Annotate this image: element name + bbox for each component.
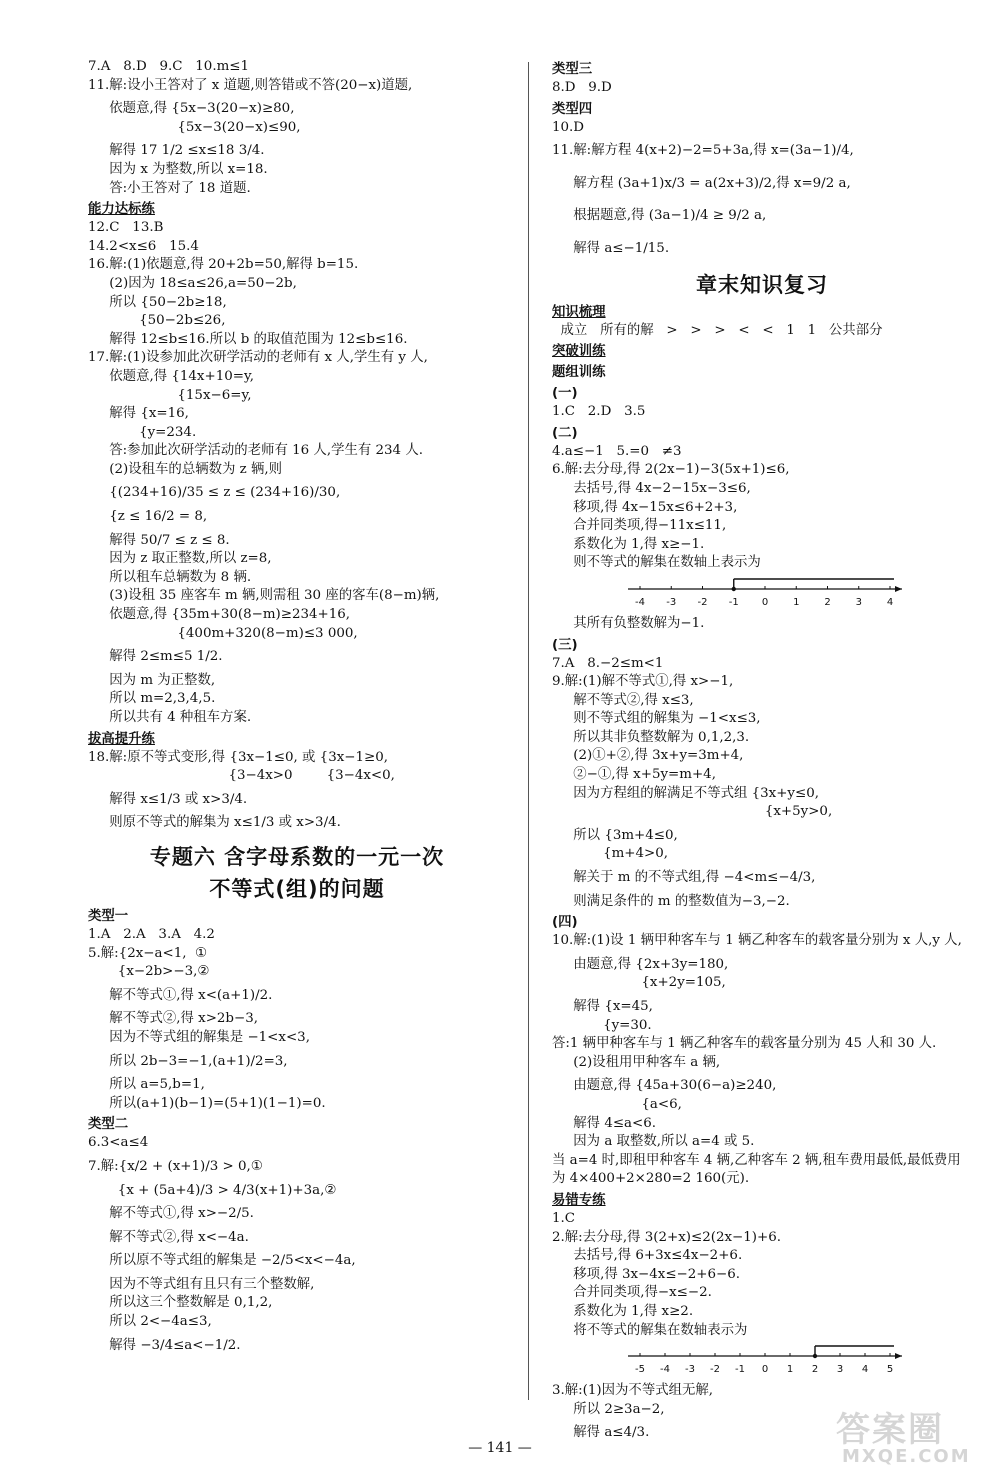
solution-point — [732, 587, 736, 591]
text-line: 因为方程组的解满足不等式组 {3x+y≤0, — [552, 785, 819, 801]
text-line: (2)设租用甲种客车 a 辆, — [552, 1054, 721, 1070]
number-line-svg — [628, 1344, 908, 1378]
group-label-1: (一) — [552, 386, 578, 402]
left-block-4 — [88, 926, 506, 1113]
text-line: {400m+320(8−m)≤3 000, — [88, 625, 358, 641]
text-line: 去括号,得 4x−2−15x−3≤6, — [552, 480, 751, 496]
text-line: 当 a=4 时,即租甲种客车 4 辆,乙种客车 2 辆,租车费用最低,最低费用为 4×400+2×280=2 160(元). — [552, 1152, 961, 1187]
group-label-3: (三) — [552, 637, 578, 653]
section-heading-tizu: 题组训练 — [552, 365, 606, 381]
text-line: 1.C — [552, 1210, 576, 1226]
left-block-3 — [88, 749, 506, 833]
section-heading-type3: 类型三 — [552, 62, 593, 77]
tick-label: -1 — [728, 596, 739, 608]
text-line: 解得 17 1/2 ≤x≤18 3/4. — [88, 143, 265, 159]
text-line: {y=30. — [552, 1017, 652, 1033]
text-line: 7.A 8.D 9.C 10.m≤1 — [88, 59, 250, 74]
text-line: 依题意,得 {14x+10=y, — [88, 368, 254, 384]
tick-label: 0 — [761, 596, 769, 608]
text-line: 去括号,得 6+3x≤4x−2+6. — [552, 1248, 743, 1264]
right-column — [552, 58, 972, 1443]
text-line: 所以原不等式组的解集是 −2/5<x<−4a, — [88, 1253, 356, 1269]
section-heading-zhishi: 知识梳理 — [552, 304, 606, 320]
text-line: {x−2b>−3,② — [88, 964, 210, 980]
axis-arrow — [895, 586, 902, 592]
text-line: {(234+16)/35 ≤ z ≤ (234+16)/30, — [88, 485, 341, 501]
text-line: 解得 x≤1/3 或 x>3/4. — [88, 791, 248, 807]
text-line: 解得 {x=16, — [88, 406, 189, 422]
text-line: 因为 z 取正整数,所以 z=8, — [88, 551, 272, 567]
text-line: 解得 12≤b≤16.所以 b 的取值范围为 12≤b≤16. — [88, 331, 408, 347]
text-line: 4.a≤−1 5.=0 ≠3 — [552, 443, 682, 459]
text-line: 12.C 13.B — [88, 220, 164, 236]
text-line: (2)设租车的总辆数为 z 辆,则 — [88, 461, 282, 477]
tick-label: 5 — [886, 1364, 894, 1376]
text-line: 则满足条件的 m 的整数值为−3,−2. — [552, 893, 790, 909]
text-line: 因为不等式组有且只有三个整数解, — [88, 1276, 315, 1292]
text-line: 解得 {x=45, — [552, 999, 653, 1014]
text-line: (2)因为 18≤a≤26,a=50−2b, — [88, 275, 297, 291]
text-line: 解不等式②,得 x≤3, — [552, 692, 694, 708]
right-block-2 — [552, 443, 972, 573]
text-line: ②−①,得 x+5y=m+4, — [552, 767, 716, 783]
tick-label: 4 — [861, 1364, 869, 1376]
text-line: 8.D 9.D — [552, 80, 612, 95]
left-column — [88, 58, 506, 1355]
left-block-2 — [88, 219, 506, 727]
text-line: 答:参加此次研学活动的老师有 16 人,学生有 234 人. — [88, 443, 423, 459]
tick-label: -5 — [635, 1364, 645, 1376]
review-title: 章末知识复习 — [696, 272, 828, 297]
right-block-1 — [552, 119, 972, 259]
right-block-3 — [552, 655, 972, 912]
text-line: {a<6, — [552, 1096, 682, 1112]
text-line: 11.解:设小王答对了 x 道题,则答错或不答(20−x)道题, — [88, 77, 413, 93]
text-line: 解得 50/7 ≤ z ≤ 8. — [88, 532, 230, 548]
text-line: 7.A 8.−2≤m<1 — [552, 655, 664, 671]
text-line: 6.解:去分母,得 2(2x−1)−3(5x+1)≤6, — [552, 462, 790, 478]
text-line: 解不等式①,得 x<(a+1)/2. — [88, 987, 273, 1003]
tick-label: -3 — [685, 1364, 695, 1376]
text-line: 解不等式②,得 x>2b−3, — [88, 1011, 258, 1027]
group-label-4: (四) — [552, 915, 578, 931]
text-line: 合并同类项,得−x≤−2. — [552, 1285, 712, 1301]
watermark-text: 答案圈 — [836, 1410, 944, 1450]
section-heading-yicuo: 易错专练 — [552, 1192, 606, 1208]
tick-label: -4 — [635, 596, 645, 608]
tick-label: 1 — [786, 1364, 794, 1376]
text-line: 由题意,得 {45a+30(6−a)≥240, — [552, 1078, 777, 1094]
right-block-4 — [552, 932, 972, 1189]
text-line: 解不等式①,得 x>−2/5. — [88, 1206, 254, 1222]
tick-label: -2 — [710, 1364, 720, 1376]
chapter-title-line2: 不等式(组)的问题 — [209, 876, 385, 901]
text-line: 移项,得 4x−15x≤6+2+3, — [552, 499, 738, 515]
text-line: 则不等式组的解集为 −1<x≤3, — [552, 711, 761, 727]
text-line: 10.D — [552, 119, 585, 135]
text-line: {x+2y=105, — [552, 975, 726, 991]
tick-label: 3 — [836, 1364, 844, 1376]
column-divider — [528, 62, 529, 1400]
text-line: 16.解:(1)依题意,得 20+2b=50,解得 b=15. — [88, 257, 359, 273]
text-line: 系数化为 1,得 x≥2. — [552, 1303, 694, 1319]
text-line: {x+5y>0, — [552, 804, 833, 820]
tick-label: 2 — [811, 1364, 819, 1376]
text-line: 依题意,得 {35m+30(8−m)≥234+16, — [88, 607, 351, 623]
text-line: 所以共有 4 种租车方案. — [88, 710, 252, 725]
text-line: 解得 −3/4≤a<−1/2. — [88, 1337, 241, 1353]
section-heading-tupo: 突破训练 — [552, 344, 606, 360]
knowledge-line: 成立 所有的解 > > > < < 1 1 公共部分 — [552, 322, 883, 338]
text-line: 因为不等式组的解集是 −1<x<3, — [88, 1029, 310, 1045]
text-line: {3−4x>0 {3−4x<0, — [88, 768, 395, 784]
section-heading-type2: 类型二 — [88, 1117, 129, 1133]
text-line: 依题意,得 {5x−3(20−x)≥80, — [88, 101, 295, 117]
text-line: 所以 a=5,b=1, — [88, 1077, 205, 1093]
left-block-1 — [88, 58, 506, 198]
watermark-url: MXQE.COM — [842, 1446, 971, 1467]
text-line: 5.解:{2x−a<1, ① — [88, 945, 207, 961]
solution-point — [813, 1354, 817, 1358]
text-line: 解得 2≤m≤5 1/2. — [88, 649, 223, 665]
tick-label: 4 — [886, 596, 894, 608]
text-line: 因为 a 取整数,所以 a=4 或 5. — [552, 1134, 755, 1150]
text-line: 所以 m=2,3,4,5. — [88, 691, 216, 707]
section-heading-nengli: 能力达标练 — [88, 202, 155, 218]
axis-arrow — [895, 1353, 902, 1359]
text-line: 则不等式的解集在数轴上表示为 — [552, 555, 761, 571]
text-line: 17.解:(1)设参加此次研学活动的老师有 x 人,学生有 y 人, — [88, 350, 428, 366]
text-line: 将不等式的解集在数轴表示为 — [552, 1322, 748, 1338]
tick-label: 3 — [855, 596, 862, 608]
tick-label: 2 — [824, 596, 831, 608]
page-number: — 141 — — [468, 1440, 532, 1456]
chapter-title-line1: 专题六 含字母系数的一元一次 — [149, 844, 445, 869]
text-line: 14.2<x≤6 15.4 — [88, 238, 199, 254]
text-line: {15x−6=y, — [88, 387, 252, 403]
text-line: 解得 a≤4/3. — [552, 1425, 650, 1441]
text-line: 所以 {50−2b≥18, — [88, 294, 227, 310]
text-line: 则原不等式的解集为 x≤1/3 或 x>3/4. — [88, 815, 341, 831]
number-line-2 — [628, 1344, 972, 1378]
text-line: 所以其非负整数解为 0,1,2,3. — [552, 729, 750, 745]
text-line: 18.解:原不等式变形,得 {3x−1≤0, 或 {3x−1≥0, — [88, 749, 389, 765]
text-line: 系数化为 1,得 x≥−1. — [552, 536, 705, 552]
text-line: 解不等式②,得 x<−4a. — [88, 1229, 249, 1245]
text-line: 解关于 m 的不等式组,得 −4<m≤−4/3, — [552, 870, 816, 886]
text-line: {z ≤ 16/2 = 8, — [88, 509, 208, 525]
text-line: 9.解:(1)解不等式①,得 x>−1, — [552, 674, 734, 690]
text-line: 合并同类项,得−11x≤11, — [552, 518, 727, 534]
tick-label: 1 — [793, 596, 800, 608]
text-line: (3)设租 35 座客车 m 辆,则需租 30 座的客车(8−m)辆, — [88, 588, 440, 604]
text-line: 3.解:(1)因为不等式组无解, — [552, 1383, 714, 1399]
text-line: 10.解:(1)设 1 辆甲种客车与 1 辆乙种客车的载客量分别为 x 人,y 人, — [552, 933, 962, 949]
text-line: 2.解:去分母,得 3(2+x)≤2(2x−1)+6. — [552, 1229, 782, 1245]
text-line: 因为 x 为整数,所以 x=18. — [88, 161, 268, 177]
text-line: 根据题意,得 (3a−1)/4 ≥ 9/2 a, — [552, 208, 767, 224]
section-heading-tigao: 拔高提升练 — [88, 731, 155, 747]
right-block-5 — [552, 1210, 972, 1340]
watermark-logo — [836, 1402, 986, 1472]
text-line: 11.解:解方程 4(x+2)−2=5+3a,得 x=(3a−1)/4, — [552, 143, 854, 159]
section-heading-type1: 类型一 — [88, 908, 129, 924]
left-block-5 — [88, 1134, 506, 1355]
tick-label: -3 — [666, 596, 677, 608]
text-line: {m+4>0, — [552, 846, 669, 862]
group-label-2: (二) — [552, 425, 578, 441]
number-line-svg — [628, 577, 908, 611]
text-line: 答:1 辆甲种客车与 1 辆乙种客车的载客量分别为 45 人和 30 人. — [552, 1036, 937, 1052]
text-line: 其所有负整数解为−1. — [552, 615, 705, 631]
number-line-1 — [628, 577, 972, 611]
text-line: 因为 m 为正整数, — [88, 672, 216, 688]
text-line: {50−2b≤26, — [88, 313, 226, 329]
text-line: {x + (5a+4)/3 > 4/3(x+1)+3a,② — [88, 1182, 337, 1198]
text-line: 1.A 2.A 3.A 4.2 — [88, 926, 215, 942]
tick-label: 0 — [761, 1364, 769, 1376]
text-line: {5x−3(20−x)≤90, — [88, 119, 301, 135]
text-line: 1.C 2.D 3.5 — [552, 404, 646, 420]
text-line: {y=234. — [88, 424, 197, 440]
tick-label: -1 — [735, 1364, 745, 1376]
text-line: 所以 {3m+4≤0, — [552, 827, 678, 843]
text-line: 所以 2b−3=−1,(a+1)/2=3, — [88, 1053, 288, 1069]
tick-label: -4 — [660, 1364, 670, 1376]
tick-label: -2 — [697, 596, 708, 608]
section-heading-type4: 类型四 — [552, 101, 593, 117]
text-line: 答:小王答对了 18 道题. — [88, 180, 251, 196]
text-line: 所以租车总辆数为 8 辆. — [88, 569, 252, 585]
text-line: 所以 2≥3a−2, — [552, 1401, 665, 1417]
text-line: 所以(a+1)(b−1)=(5+1)(1−1)=0. — [88, 1095, 326, 1111]
text-line: 7.解:{x/2 + (x+1)/3 > 0,① — [88, 1158, 263, 1174]
text-line: 移项,得 3x−4x≤−2+6−6. — [552, 1266, 741, 1282]
text-line: 6.3<a≤4 — [88, 1135, 149, 1151]
text-line: 所以 2<−4a≤3, — [88, 1314, 212, 1330]
text-line: 由题意,得 {2x+3y=180, — [552, 956, 729, 972]
text-line: (2)①+②,得 3x+y=3m+4, — [552, 748, 744, 764]
text-line: 解得 a≤−1/15. — [552, 240, 670, 256]
text-line: 解得 4≤a<6. — [552, 1115, 657, 1131]
text-line: 所以这三个整数解是 0,1,2, — [88, 1295, 273, 1311]
text-line: 解方程 (3a+1)x/3 = a(2x+3)/2,得 x=9/2 a, — [552, 175, 851, 191]
